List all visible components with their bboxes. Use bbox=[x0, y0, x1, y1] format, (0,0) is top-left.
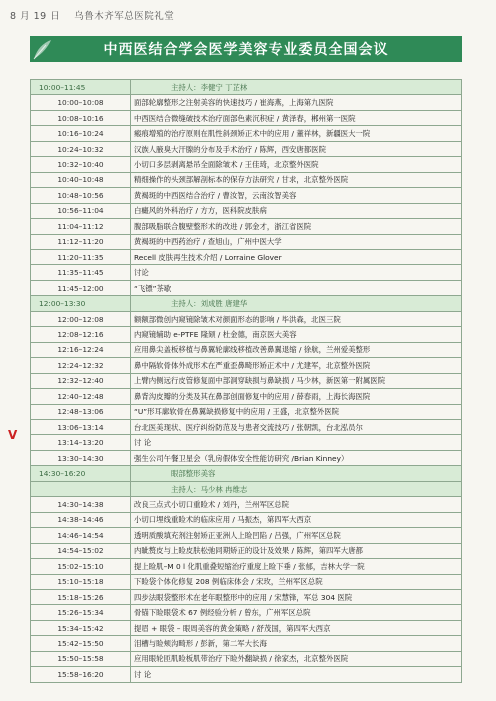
time-cell: 14:54–15:02 bbox=[31, 543, 131, 558]
time-cell: 10:08–10:16 bbox=[31, 110, 131, 125]
time-cell: 11:20–11:35 bbox=[31, 249, 131, 264]
time-cell: 15:26–15:34 bbox=[31, 605, 131, 620]
schedule-body bbox=[31, 80, 462, 683]
schedule-row bbox=[31, 373, 462, 388]
time-cell: 10:48–10:56 bbox=[31, 188, 131, 203]
time-cell: 15:18–15:26 bbox=[31, 589, 131, 604]
session-row bbox=[31, 466, 462, 481]
time-cell: 10:24–10:32 bbox=[31, 141, 131, 156]
schedule-row bbox=[31, 249, 462, 264]
talk-cell: 应用眼轮匝肌睑板肌带治疗下睑外翻缺损 / 徐家杰，北京整外医院 bbox=[131, 651, 462, 666]
talk-cell: 改良三点式小切口重睑术 / 刘丹，兰州军区总院 bbox=[131, 497, 462, 512]
schedule-row bbox=[31, 636, 462, 651]
time-cell: 14:30–16:20 bbox=[31, 466, 131, 481]
schedule-row bbox=[31, 667, 462, 682]
talk-cell: 四步法眼袋整形术在老年眼整形中的应用 / 宋慧锋，军总 304 医院 bbox=[131, 589, 462, 604]
talk-cell: 应用鼻尖盖板移植与鼻翼轮廓线移植改善鼻翼退缩 / 徐航，兰州爱美整形 bbox=[131, 342, 462, 357]
talk-cell: 鼻背沟皮瓣的分类及其在鼻部创面修复中的应用 / 薛春雨，上海长海医院 bbox=[131, 389, 462, 404]
time-cell: 10:56–11:04 bbox=[31, 203, 131, 218]
session-row bbox=[31, 80, 462, 95]
time-cell: 15:42–15:50 bbox=[31, 636, 131, 651]
time-cell: 13:14–13:20 bbox=[31, 435, 131, 450]
session-row bbox=[31, 481, 462, 496]
talk-cell: 腹部吸脂联合腹壁整形术的改进 / 郭金才，浙江省医院 bbox=[131, 219, 462, 234]
talk-cell: 小切口多层剥离悬吊全面除皱术 / 王佳琦，北京整外医院 bbox=[131, 157, 462, 172]
talk-cell: 黄褐斑的中西药治疗 / 查旭山，广州中医大学 bbox=[131, 234, 462, 249]
schedule-row bbox=[31, 651, 462, 666]
talk-cell: 台北医美现状、医疗纠纷防范及与患者交流技巧 / 张朝凯，台北泓员尔 bbox=[131, 419, 462, 434]
time-cell: 15:34–15:42 bbox=[31, 620, 131, 635]
time-cell: 14:38–14:46 bbox=[31, 512, 131, 527]
schedule-row bbox=[31, 188, 462, 203]
schedule-row bbox=[31, 110, 462, 125]
schedule-row bbox=[31, 95, 462, 110]
talk-cell: 骨锚下睑眼袋术 67 例经验分析 / 曾东，广州军区总院 bbox=[131, 605, 462, 620]
time-cell: 11:12–11:20 bbox=[31, 234, 131, 249]
schedule-row bbox=[31, 311, 462, 326]
time-cell bbox=[31, 481, 131, 496]
time-cell: 12:00–13:30 bbox=[31, 296, 131, 311]
schedule-row bbox=[31, 435, 462, 450]
time-cell: 10:32–10:40 bbox=[31, 157, 131, 172]
header-date: 8 月 19 日 bbox=[10, 11, 61, 22]
talk-cell: 额额部微创内窥镜除皱术对颜面形态的影响 / 毕洪森，北医三院 bbox=[131, 311, 462, 326]
schedule-row bbox=[31, 512, 462, 527]
schedule-row bbox=[31, 589, 462, 604]
time-cell: 12:32–12:40 bbox=[31, 373, 131, 388]
time-cell: 12:00–12:08 bbox=[31, 311, 131, 326]
time-cell: 10:16–10:24 bbox=[31, 126, 131, 141]
schedule-row bbox=[31, 157, 462, 172]
talk-cell: “U”形耳廓软骨在鼻翼缺损修复中的应用 / 王盛，北京整外医院 bbox=[131, 404, 462, 419]
schedule-row bbox=[31, 497, 462, 512]
schedule-row bbox=[31, 234, 462, 249]
schedule-row bbox=[31, 327, 462, 342]
session-host-cell: 主持人：马少林 冉维志 bbox=[131, 481, 462, 496]
schedule-row bbox=[31, 543, 462, 558]
talk-cell: 黄褐斑的中西医结合治疗 / 曹汝智，云南汝智美容 bbox=[131, 188, 462, 203]
time-cell: 10:00–10:08 bbox=[31, 95, 131, 110]
schedule-row bbox=[31, 141, 462, 156]
schedule-row bbox=[31, 419, 462, 434]
session-host-cell: 眼部整形美容 bbox=[131, 466, 462, 481]
talk-cell: 讨 论 bbox=[131, 667, 462, 682]
schedule-row bbox=[31, 358, 462, 373]
talk-cell: 上臂内侧远行皮管修复面中部洞穿缺损与鼻缺损 / 马少林，新医第一附属医院 bbox=[131, 373, 462, 388]
schedule-row bbox=[31, 389, 462, 404]
talk-cell: 下睑袋个体化修复 208 例临床体会 / 宋玫，兰州军区总院 bbox=[131, 574, 462, 589]
time-cell: 15:58–16:20 bbox=[31, 667, 131, 682]
talk-cell: 瘢痕增殖的治疗原则在肌性斜颈矫正术中的应用 / 董祥林，新疆医大一院 bbox=[131, 126, 462, 141]
time-cell: 12:40–12:48 bbox=[31, 389, 131, 404]
talk-cell: 泪槽与睑颊沟畸形 / 彭新，第二军大长海 bbox=[131, 636, 462, 651]
talk-cell: “飞镖”茶歇 bbox=[131, 280, 462, 295]
schedule-row bbox=[31, 605, 462, 620]
schedule-row bbox=[31, 559, 462, 574]
schedule-row bbox=[31, 404, 462, 419]
time-cell: 15:50–15:58 bbox=[31, 651, 131, 666]
talk-cell: 提眉 + 眼袋 – 眼周美容的黄金策略 / 舒茂国，第四军大西京 bbox=[131, 620, 462, 635]
time-cell: 15:02–15:10 bbox=[31, 559, 131, 574]
talk-cell: 提上睑肌–M 0 l 化肌重叠短缩治疗重度上睑下垂 / 张郁，吉林大学一院 bbox=[131, 559, 462, 574]
talk-cell: 讨 论 bbox=[131, 435, 462, 450]
time-cell: 14:30–14:38 bbox=[31, 497, 131, 512]
session-host-cell: 主持人：刘成胜 唐建华 bbox=[131, 296, 462, 311]
talk-cell: 鼻中隔软骨体外成形术在严重歪鼻畸形矫正术中 / 尤建军，北京整外医院 bbox=[131, 358, 462, 373]
session-host-cell: 主持人：李健宁 丁芷林 bbox=[131, 80, 462, 95]
schedule-row bbox=[31, 172, 462, 187]
talk-cell: 中西医结合微缝破技术治疗面部色素沉积症 / 黄泽春，郴州第一医院 bbox=[131, 110, 462, 125]
schedule-row bbox=[31, 342, 462, 357]
talk-cell: 面部轮廓整形之注射美容的快速技巧 / 崔海燕，上海第九医院 bbox=[131, 95, 462, 110]
time-cell: 12:48–13:06 bbox=[31, 404, 131, 419]
check-mark-icon: V bbox=[8, 428, 18, 442]
leaf-icon bbox=[31, 37, 53, 61]
talk-cell: 白癜风的外科治疗 / 方方，医科院皮肤病 bbox=[131, 203, 462, 218]
time-cell: 10:40–10:48 bbox=[31, 172, 131, 187]
time-cell: 13:06–13:14 bbox=[31, 419, 131, 434]
talk-cell: 精细操作的头颈部解剖标本的保存方法研究 / 甘求，北京整外医院 bbox=[131, 172, 462, 187]
talk-cell: 强生公司午餐卫星会（乳房假体安全性能访研究 /Brian Kinney） bbox=[131, 450, 462, 465]
schedule-row bbox=[31, 574, 462, 589]
session-row bbox=[31, 296, 462, 311]
time-cell: 15:10–15:18 bbox=[31, 574, 131, 589]
schedule-row bbox=[31, 528, 462, 543]
talk-cell: 内眦赘皮与上睑皮肤松弛同期矫正的设计及效果 / 陈辉，第四军大唐都 bbox=[131, 543, 462, 558]
talk-cell: 小切口埋线重睑术的临床应用 / 马振杰，第四军大西京 bbox=[131, 512, 462, 527]
time-cell: 11:35–11:45 bbox=[31, 265, 131, 280]
time-cell: 11:45–12:00 bbox=[31, 280, 131, 295]
schedule-row bbox=[31, 280, 462, 295]
time-cell: 12:16–12:24 bbox=[31, 342, 131, 357]
talk-cell: 汉族人腋臭大汗腺的分布及手术治疗 / 陈辉，西安唐都医院 bbox=[131, 141, 462, 156]
schedule-row bbox=[31, 620, 462, 635]
time-cell: 13:30–14:30 bbox=[31, 450, 131, 465]
schedule-row bbox=[31, 219, 462, 234]
talk-cell: 讨论 bbox=[131, 265, 462, 280]
page-header bbox=[10, 8, 174, 22]
schedule-row bbox=[31, 265, 462, 280]
talk-cell: 内窥镜辅助 e-PTFE 隆颏 / 杜金德，南京医大美容 bbox=[131, 327, 462, 342]
conference-title-banner bbox=[30, 36, 462, 62]
time-cell: 12:24–12:32 bbox=[31, 358, 131, 373]
time-cell: 12:08–12:16 bbox=[31, 327, 131, 342]
talk-cell: 透明质酸填充剂注射矫正亚洲人上睑凹陷 / 吕强，广州军区总院 bbox=[131, 528, 462, 543]
schedule-table bbox=[30, 79, 462, 683]
schedule-row bbox=[31, 126, 462, 141]
talk-cell: Recell 皮肤再生技术介绍 / Lorraine Glover bbox=[131, 249, 462, 264]
conference-title: 中西医结合学会医学美容专业委员全国会议 bbox=[103, 42, 389, 58]
time-cell: 10:00–11:45 bbox=[31, 80, 131, 95]
header-venue: 乌鲁木齐军总医院礼堂 bbox=[74, 11, 175, 22]
time-cell: 11:04–11:12 bbox=[31, 219, 131, 234]
schedule-row bbox=[31, 203, 462, 218]
time-cell: 14:46–14:54 bbox=[31, 528, 131, 543]
schedule-row bbox=[31, 450, 462, 465]
